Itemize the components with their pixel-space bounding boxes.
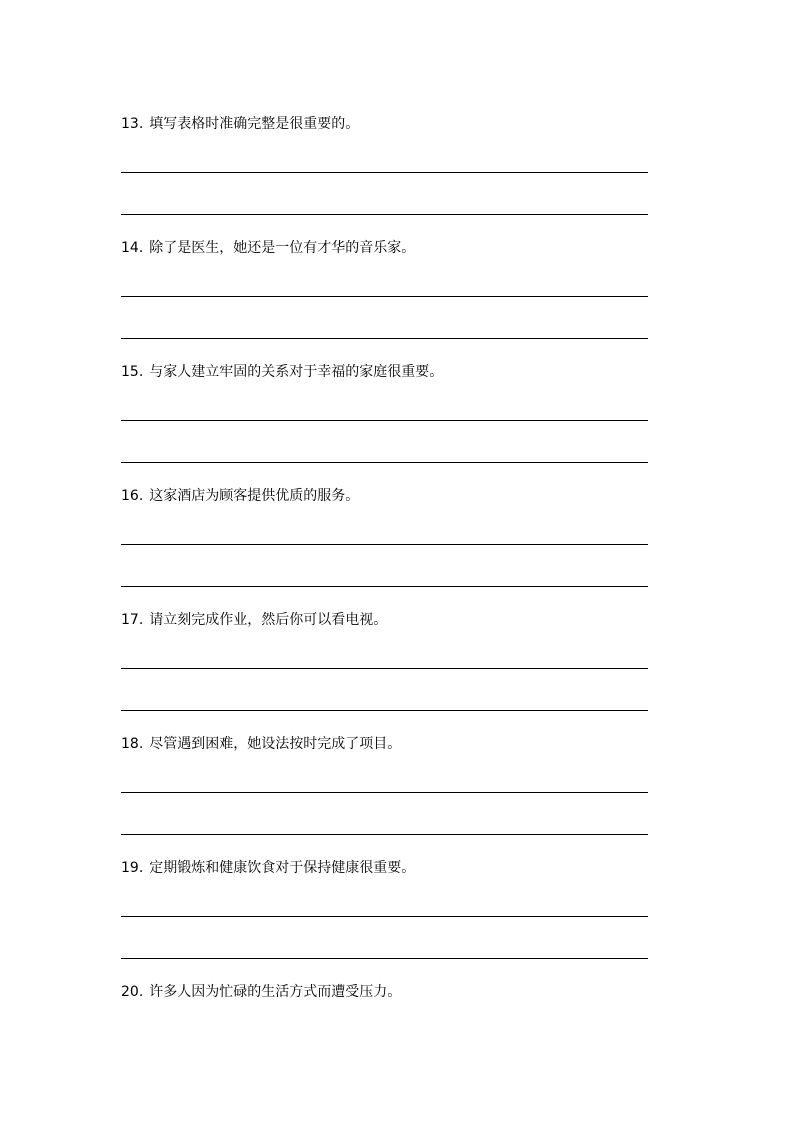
answer-line-1[interactable] bbox=[121, 420, 648, 421]
answer-line-1[interactable] bbox=[121, 916, 648, 917]
question-text bbox=[121, 611, 387, 629]
answer-line-2[interactable] bbox=[121, 958, 648, 959]
question-number: 19. bbox=[121, 860, 144, 876]
answer-line-1[interactable] bbox=[121, 668, 648, 669]
question-text bbox=[121, 239, 415, 257]
question-sentence: 定期锻炼和健康饮食对于保持健康很重要。 bbox=[149, 860, 416, 876]
question-text bbox=[121, 735, 401, 753]
answer-line-1[interactable] bbox=[121, 296, 648, 297]
question-number: 16. bbox=[121, 488, 144, 504]
answer-line-2[interactable] bbox=[121, 214, 648, 215]
question-sentence: 除了是医生，她还是一位有才华的音乐家。 bbox=[149, 240, 416, 256]
question-sentence: 许多人因为忙碌的生活方式而遭受压力。 bbox=[149, 984, 402, 1000]
question-text bbox=[121, 859, 415, 877]
question-text bbox=[121, 983, 401, 1001]
answer-line-2[interactable] bbox=[121, 834, 648, 835]
question-number: 18. bbox=[121, 736, 144, 752]
question-sentence: 这家酒店为顾客提供优质的服务。 bbox=[149, 488, 360, 504]
question-number: 14. bbox=[121, 240, 144, 256]
question-sentence: 尽管遇到困难，她设法按时完成了项目。 bbox=[149, 736, 402, 752]
question-number: 15. bbox=[121, 364, 144, 380]
question-text bbox=[121, 487, 359, 505]
question-number: 20. bbox=[121, 984, 144, 1000]
answer-line-2[interactable] bbox=[121, 586, 648, 587]
answer-line-1[interactable] bbox=[121, 792, 648, 793]
answer-line-2[interactable] bbox=[121, 338, 648, 339]
question-text bbox=[121, 363, 443, 381]
question-sentence: 填写表格时准确完整是很重要的。 bbox=[149, 116, 360, 132]
question-text bbox=[121, 115, 359, 133]
question-number: 13. bbox=[121, 116, 144, 132]
answer-line-2[interactable] bbox=[121, 462, 648, 463]
answer-line-2[interactable] bbox=[121, 710, 648, 711]
question-sentence: 请立刻完成作业，然后你可以看电视。 bbox=[149, 612, 388, 628]
question-number: 17. bbox=[121, 612, 144, 628]
question-sentence: 与家人建立牢固的关系对于幸福的家庭很重要。 bbox=[149, 364, 444, 380]
answer-line-1[interactable] bbox=[121, 172, 648, 173]
answer-line-1[interactable] bbox=[121, 544, 648, 545]
